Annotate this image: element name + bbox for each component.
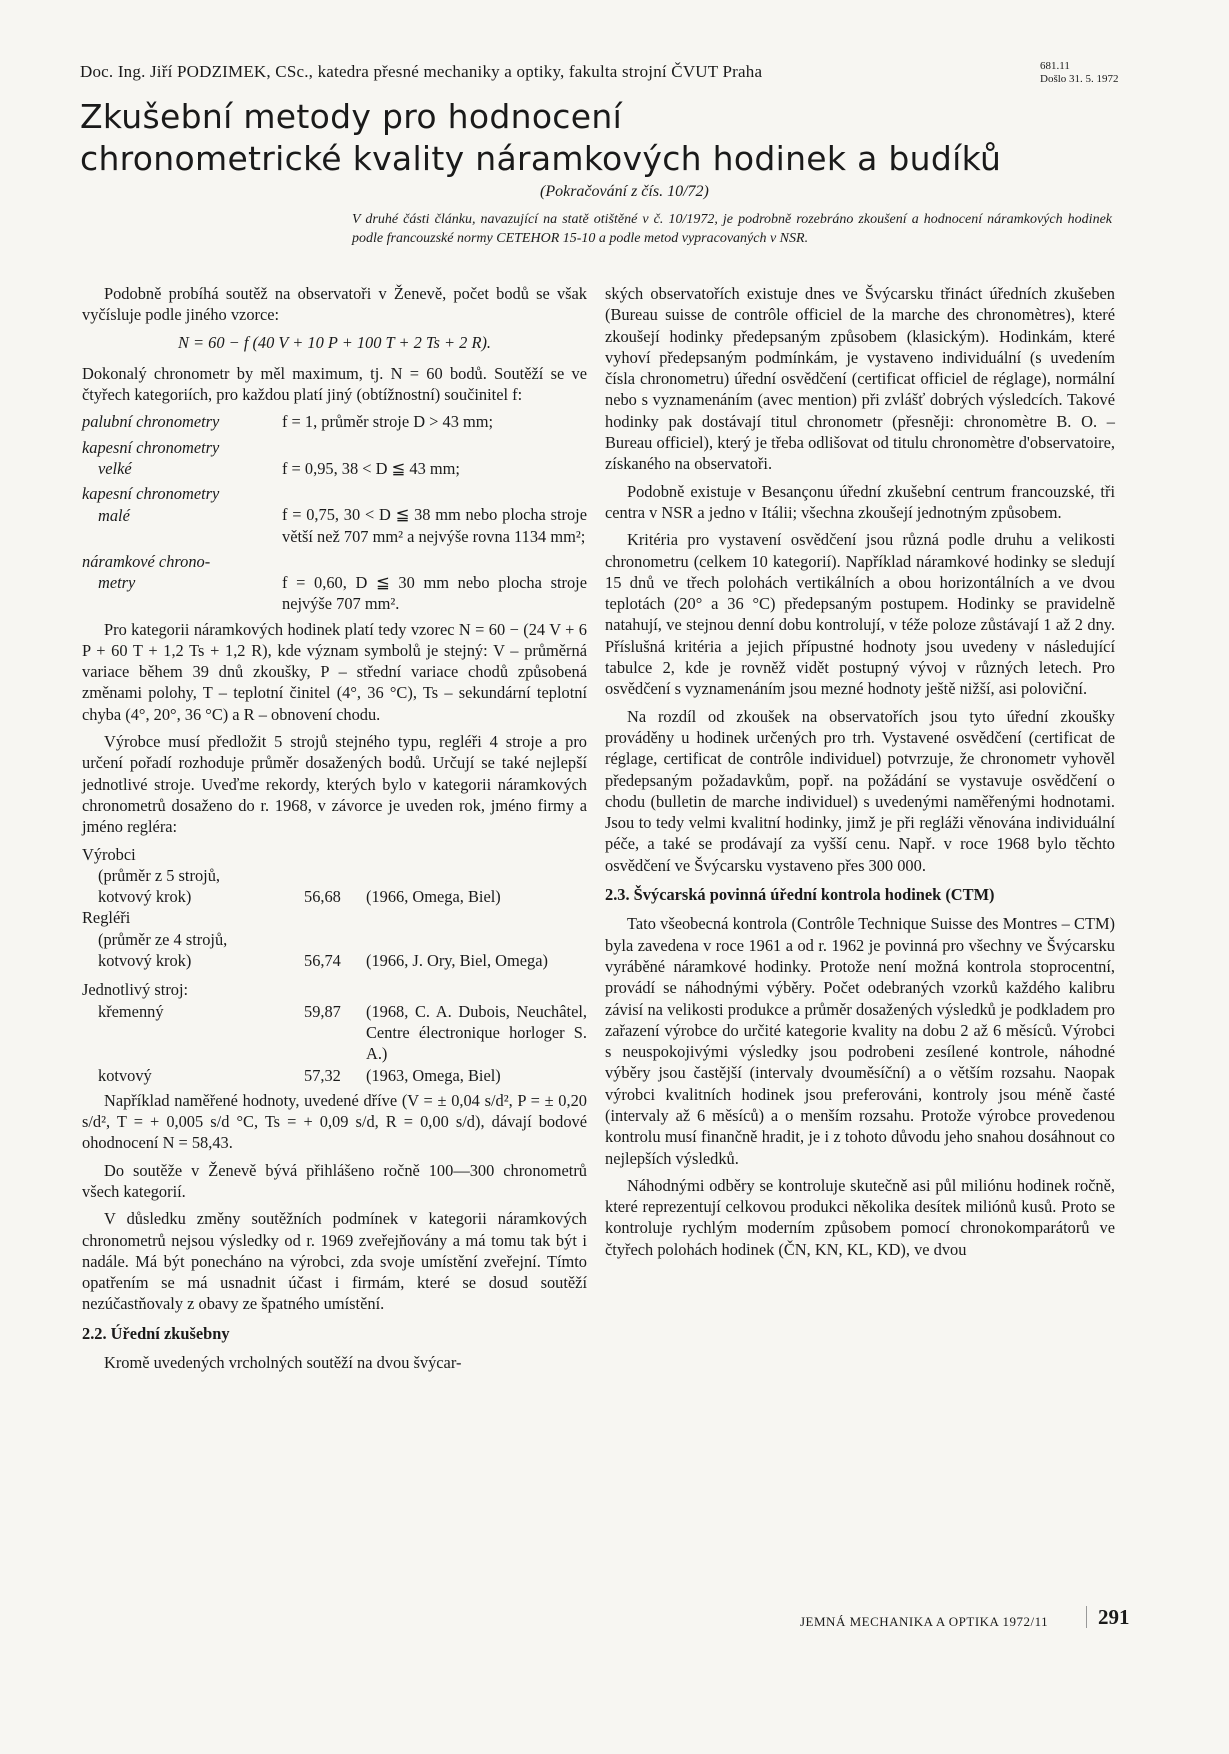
category-value: f = 0,60, D ≦ 30 mm nebo plocha stroje nejvýše 707 mm². [282, 572, 587, 614]
category-name-b: velké [98, 459, 132, 479]
category-name-b: malé [98, 505, 130, 525]
record-value: 57,32 [304, 1065, 341, 1085]
category-row [82, 551, 587, 615]
udc-code: 681.11 [1040, 60, 1070, 72]
paragraph: Dokonalý chronometr by měl maximum, tj. N = 60 bodů. Soutěží se ve čtyřech kategoriích, pro každou platí jiný (obtížnostní) součinitel f: [82, 363, 587, 405]
category-row [82, 411, 587, 432]
formula-geneva: N = 60 − f (40 V + 10 P + 100 T + 2 Ts + 2 R). [177, 332, 492, 352]
record-label: křemenný [98, 1001, 164, 1021]
record-label-b: kotvový krok) [98, 951, 192, 971]
section-heading: 2.3. Švýcarská povinná úřední kontrola hodinek (CTM) [605, 885, 995, 905]
record-note: (1966, Omega, Biel) [366, 886, 501, 906]
record-label [82, 865, 304, 908]
record-group-title: Výrobci [82, 844, 136, 864]
record-label [82, 929, 304, 972]
paragraph: Tato všeobecná kontrola (Contrôle Technique Suisse des Montres – CTM) byla zavedena v roce 1961 a od r. 1962 je povinná pro všechny ve Švýcarsku vyráběné náramkové hodinky. Protože není možná kontrola stoprocentní, provádí se náhodnými výběry. Počet odebraných vzorků každého kalibru závisí na velikosti produkce a průměr dosažených výsledků je podkladem pro zařazení výrobce do určité kategorie kvality na dobu 2 až 6 měsíců. Výrobci s neuspokojivými výsledky jsou podrobeni zesílené kontrole, náhodné výběry jsou častější (intervaly dvouměsíční) a o větším rozsahu. Naopak výrobci kvalitních hodinek jsou preferováni, kontroly jsou méně časté (intervaly až 6 měsíců) a o menším rozsahu. Protože výrobce provedenou kontrolu musí finančně hradit, je i z tohoto důvodu jeho snahou dosáhnout co nejlepších výsledků. [605, 914, 1115, 1168]
right-column [605, 283, 1115, 1266]
category-name: palubní chronometry [82, 412, 220, 432]
record-group-title: Regléři [82, 908, 131, 928]
left-column [82, 283, 587, 1379]
paragraph: Například naměřené hodnoty, uvedené dříve (V = ± 0,04 s/d², P = ± 0,20 s/d², T = + 0,005 s/d °C, Ts = + 0,09 s/d, R = 0,00 s/d), dávají bodové ohodnocení N = 58,43. [82, 1090, 587, 1153]
record-value: 59,87 [304, 1001, 341, 1021]
category-name [82, 483, 282, 547]
category-name-a: kapesní chronometry [82, 437, 220, 457]
paragraph: Pro kategorii náramkových hodinek platí tedy vzorec N = 60 − (24 V + 6 P + 60 T + 1,2 Ts + 1,2 R), kde význam symbolů je stejný: V – průměrná variace během 39 dnů zkoušky, P – střední variace chodů způsobená změnami polohy, T – teplotní činitel (4°, 36 °C), Ts – sekundární teplotní chyba (4°, 20°, 36 °C) a R – obnovení chodu. [82, 619, 587, 724]
article-title [80, 96, 1080, 180]
record-label-a: (průměr z 5 strojů, [98, 865, 220, 885]
paragraph: Výrobce musí předložit 5 strojů stejného typu, regléři 4 stroje a pro určení pořadí rozhoduje průměr dosažených bodů. Určují se také nejlepší jednotlivé stroje. Uveďme rekordy, kterých bylo v kategorii náramkových chronometrů dosaženo do r. 1968, v závorce je uveden rok, jméno firmy a jméno regléra: [82, 732, 587, 837]
paragraph: Do soutěže v Ženevě bývá přihlášeno ročně 100—300 chronometrů všech kategorií. [82, 1160, 587, 1201]
record-group-title: Jednotlivý stroj: [82, 980, 189, 1000]
category-name-b: metry [98, 573, 136, 593]
category-value: f = 0,95, 38 < D ≦ 43 mm; [282, 458, 460, 478]
section-heading: 2.2. Úřední zkušebny [82, 1323, 230, 1343]
record-label: kotvový [98, 1065, 152, 1085]
record-row [82, 929, 587, 972]
journal-footer: JEMNÁ MECHANIKA A OPTIKA 1972/11 [800, 1614, 1049, 1629]
record-row [82, 1065, 587, 1086]
record-row [82, 1001, 587, 1065]
title-line-1: Zkušební metody pro hodnocení [80, 97, 623, 136]
record-label-a: (průměr ze 4 strojů, [98, 929, 228, 949]
paragraph: ských observatořích existuje dnes ve Švýcarsku třináct úředních zkušeben (Bureau suisse de contrôle officiel de la marche des chronomètres), které zkoušejí hodinky předepsaným způsobem (klasickým). Hodinkám, které vyhoví předepsaným podmínkám, je vystaveno individuální (s uvedením čísla chronometru) úřední osvědčení (certificat officiel de réglage), normální nebo s vyznamenáním (avec mention) při zvlášť dobrých výsledcích. Takové hodinky pak dostávají titul chronometr (přesněji: chronomètre B. O. – Bureau officiel), který je třeba odlišovat od titulu chronomètre d'observatoire, získaného na observatoři. [605, 284, 1115, 474]
page-number: 291 [1098, 1605, 1130, 1629]
record-label-b: kotvový krok) [98, 887, 192, 907]
record-note: (1963, Omega, Biel) [366, 1065, 501, 1085]
record-value: 56,68 [304, 886, 341, 906]
continuation-note: (Pokračování z čís. 10/72) [540, 183, 709, 200]
received-date: Došlo 31. 5. 1972 [1040, 73, 1119, 85]
records-list [82, 844, 587, 1086]
record-value: 56,74 [304, 950, 341, 970]
paragraph: V důsledku změny soutěžních podmínek v kategorii náramkových chronometrů nejsou výsledky od r. 1969 zveřejňovány a má tomu tak být i nadále. Má být ponecháno na výrobci, zda svoje umístění zveřejní. Tímto opatřením se má usnadnit účast i firmám, které se dosud soutěží nezúčastňovaly z obavy ze špatného umístění. [82, 1209, 587, 1314]
category-name [82, 551, 282, 615]
record-row [82, 865, 587, 908]
category-name-a: náramkové chrono- [82, 551, 211, 571]
category-name-a: kapesní chronometry [82, 484, 220, 504]
footer-divider [1086, 1606, 1087, 1628]
category-row [82, 483, 587, 547]
paragraph: Náhodnými odběry se kontroluje skutečně asi půl miliónu hodinek ročně, které reprezentují celkovou produkci několika desítek miliónů kusů. Proto se kontroluje rychlým moderním způsobem pomocí chronokomparátorů ve čtyřech polohách hodinek (ČN, KN, KL, KD), ve dvou [605, 1175, 1115, 1259]
record-note: (1968, C. A. Dubois, Neuchâtel, Centre électronique horloger S. A.) [366, 1001, 587, 1064]
record-note: (1966, J. Ory, Biel, Omega) [366, 950, 548, 970]
category-row [82, 437, 587, 480]
abstract: V druhé části článku, navazující na statě otištěné v č. 10/1972, je podrobně rozebráno zkoušení a hodnocení náramkových hodinek podle francouzské normy CETEHOR 15-10 a podle metod vypracovaných v NSR. [352, 212, 1112, 246]
author-line: Doc. Ing. Jiří PODZIMEK, CSc., katedra přesné mechaniky a optiky, fakulta strojní ČVUT Praha [80, 62, 763, 81]
category-value: f = 1, průměr stroje D > 43 mm; [282, 412, 494, 432]
udc-block [1040, 60, 1119, 86]
paragraph: Podobně probíhá soutěž na observatoři v Ženevě, počet bodů se však vyčísluje podle jiného vzorce: [82, 284, 587, 325]
paragraph: Podobně existuje v Besançonu úřední zkušební centrum francouzské, tři centra v NSR a jedno v Itálii; všechna zkoušejí jednotným způsobem. [605, 481, 1115, 522]
category-value: f = 0,75, 30 < D ≦ 38 mm nebo plocha stroje větší než 707 mm² a nejvýše rovna 1134 mm²; [282, 505, 587, 546]
paragraph: Na rozdíl od zkoušek na observatořích jsou tyto úřední zkoušky prováděny u hodinek určených pro trh. Vystavené osvědčení (certificat de réglage, certificat de contrôle individuel) potvrzuje, že chronometr vyhověl předepsaným požadavkům, popř. na požádání se vystavuje osvědčení o chodu (bulletin de marche individuel) s uvedenými naměřenými hodnotami. Jsou to tedy velmi kvalitní hodinky, jimž je při regláži věnována individuální péče, a také se prodávají za vyšší cenu. Např. v roce 1968 bylo těchto osvědčení ve Švýcarsku vystaveno přes 300 000. [605, 706, 1115, 875]
paragraph: Kritéria pro vystavení osvědčení jsou různá podle druhu a velikosti chronometru (celkem 10 kategorií). Například náramkové hodinky se sledují 15 dnů ve třech polohách vertikálních a obou horizontálních a ve dvou teplotách (20° a 36 °C) předepsaným postupem. Hodinky se pravidelně natahují, ve stejnou denní dobu kontrolují, v téže poloze zůstávají 1 až 2 dny. Příslušná kritéria a jejich přípustné hodnoty jsou uvedeny v následující tabulce 2, kde je rovněž vidět postupný vývoj v různých letech. Pro osvědčení s vyznamenáním jsou mezné hodnoty ještě nižší, asi poloviční. [605, 530, 1115, 699]
title-line-2: chronometrické kvality náramkových hodinek a budíků [80, 139, 1002, 178]
paragraph: Kromě uvedených vrcholných soutěží na dvou švýcar- [104, 1353, 462, 1373]
category-name [82, 437, 282, 480]
